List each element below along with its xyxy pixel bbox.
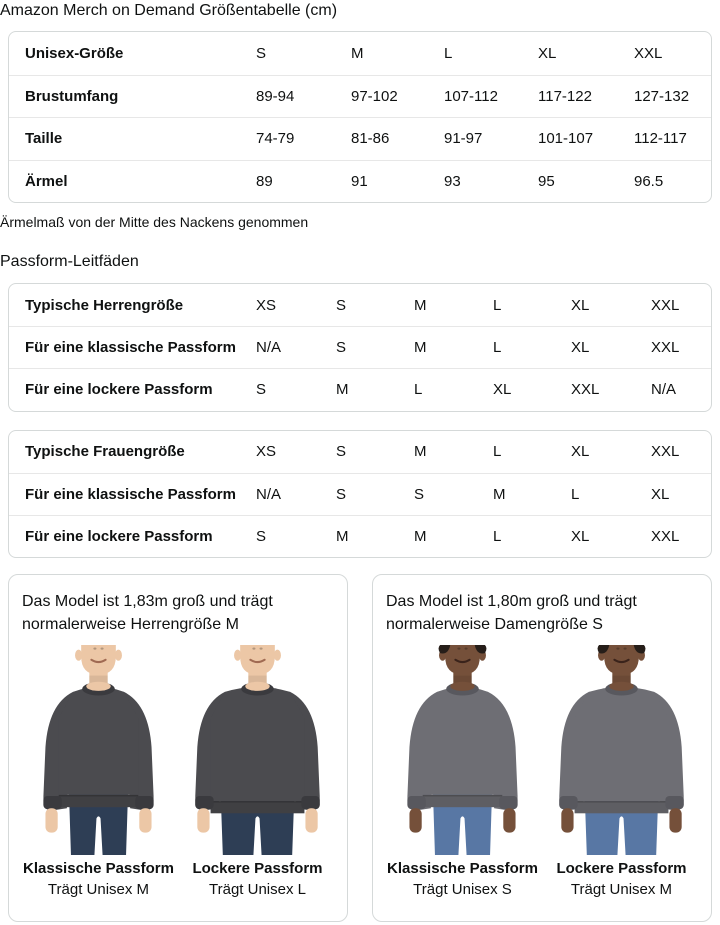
row-label: Für eine lockere Passform: [25, 381, 213, 399]
model-photo-figure: [386, 645, 539, 898]
head: [604, 645, 639, 675]
ear-right: [115, 649, 122, 660]
size-cell: XXL: [571, 381, 600, 399]
model-photo-classic: [22, 645, 175, 855]
model-photo-loose: [181, 645, 334, 855]
table-row: [9, 32, 711, 75]
size-cell: XXL: [651, 296, 680, 314]
table-row: [9, 160, 711, 203]
size-cell: S: [336, 296, 347, 314]
row-label: Taille: [25, 130, 63, 148]
model-photos: [386, 645, 698, 898]
size-cell: N/A: [256, 339, 282, 357]
size-cell: 101-107: [538, 130, 594, 148]
size-cell: XXL: [651, 339, 680, 357]
model-photo-figure: [545, 645, 698, 898]
row-label: Für eine klassische Passform: [25, 339, 236, 357]
size-cell: M: [336, 528, 349, 546]
model-photo-figure: [22, 645, 175, 898]
model-photo-classic: [386, 645, 539, 855]
head: [445, 645, 480, 675]
sweatshirt-torso: [211, 686, 305, 800]
size-cell: L: [493, 339, 502, 357]
size-cell: XL: [571, 528, 590, 546]
size-worn-label: Trägt Unisex S: [413, 880, 512, 898]
size-cell: N/A: [651, 381, 677, 399]
model-card-heading: Das Model ist 1,80m groß und trägt normalerweise Damengröße S: [386, 593, 637, 633]
person-illustration: [386, 645, 539, 855]
size-cell: S: [256, 44, 267, 62]
fit-label: Klassische Passform: [23, 859, 174, 877]
size-cell: M: [414, 528, 427, 546]
hand-right: [503, 808, 515, 832]
size-cell: S: [256, 528, 267, 546]
table-row: [9, 515, 711, 557]
ear-right: [274, 649, 281, 660]
cuff-right: [301, 796, 319, 809]
size-worn-label: Trägt Unisex L: [209, 880, 306, 898]
size-cell: 96.5: [634, 172, 664, 190]
size-cell: M: [414, 339, 427, 357]
model-card: [8, 574, 348, 922]
size-cell: 91-97: [444, 130, 483, 148]
size-cell: XXL: [634, 44, 663, 62]
size-cell: 74-79: [256, 130, 295, 148]
cuff-left: [559, 796, 577, 809]
size-cell: 117-122: [538, 87, 592, 105]
head: [81, 645, 116, 675]
size-cell: XL: [571, 443, 590, 461]
size-cell: S: [336, 339, 347, 357]
size-cell: 127-132: [634, 87, 690, 105]
cuff-right: [665, 796, 683, 809]
size-cell: XL: [571, 296, 590, 314]
hand-left: [45, 808, 57, 832]
size-cell: XL: [493, 381, 512, 399]
size-cell: N/A: [256, 485, 282, 503]
model-card-heading: Das Model ist 1,83m groß und trägt normalerweise Herrengröße M: [22, 593, 273, 633]
table-row: [9, 284, 711, 326]
model-photos: [22, 645, 334, 898]
hand-left: [561, 808, 573, 832]
size-cell: L: [414, 381, 423, 399]
size-cell: 89: [256, 172, 273, 190]
fit-label: Lockere Passform: [192, 859, 323, 877]
size-cell: M: [414, 296, 427, 314]
size-cell: M: [351, 44, 364, 62]
size-cell: S: [256, 381, 267, 399]
row-label: Für eine lockere Passform: [25, 528, 213, 546]
size-cell: XXL: [651, 528, 680, 546]
model-cards: [8, 574, 712, 922]
size-cell: L: [493, 443, 502, 461]
cuff-left: [43, 796, 61, 809]
size-cell: L: [493, 528, 502, 546]
model-card: [372, 574, 712, 922]
cuff-right: [499, 796, 517, 809]
size-cell: S: [336, 443, 347, 461]
size-cell: XL: [651, 485, 670, 503]
row-label: Ärmel: [25, 172, 68, 190]
size-cell: L: [444, 44, 453, 62]
fit-guides-heading: Passform-Leitfäden: [0, 253, 139, 270]
row-label: Typische Frauengröße: [25, 443, 185, 461]
size-cell: XL: [538, 44, 557, 62]
fit-label: Lockere Passform: [556, 859, 687, 877]
ear-left: [234, 649, 241, 660]
size-cell: 93: [444, 172, 461, 190]
page-title: Amazon Merch on Demand Größentabelle (cm): [0, 2, 338, 19]
hand-right: [669, 808, 681, 832]
size-cell: 112-117: [634, 130, 687, 148]
size-worn-label: Trägt Unisex M: [570, 880, 673, 898]
hand-left: [197, 808, 209, 832]
unisex-size-table: [8, 31, 712, 203]
sweatshirt-torso: [59, 686, 139, 794]
cuff-right: [135, 796, 153, 809]
table-row: [9, 326, 711, 368]
sweatshirt-torso: [423, 686, 503, 794]
model-photo-figure: [181, 645, 334, 898]
row-label: Typische Herrengröße: [25, 296, 184, 314]
size-cell: 91: [351, 172, 368, 190]
size-cell: 107-112: [444, 87, 498, 105]
size-cell: S: [336, 485, 347, 503]
size-cell: M: [493, 485, 506, 503]
table-row: [9, 117, 711, 160]
size-cell: L: [493, 296, 502, 314]
size-cell: XXL: [651, 443, 680, 461]
size-cell: L: [571, 485, 580, 503]
size-cell: M: [414, 443, 427, 461]
cuff-left: [195, 796, 213, 809]
model-photo-loose: [545, 645, 698, 855]
size-cell: XS: [256, 296, 277, 314]
ear-left: [75, 649, 82, 660]
person-illustration: [545, 645, 698, 855]
hand-right: [305, 808, 317, 832]
fit-label: Klassische Passform: [387, 859, 538, 877]
table-row: [9, 473, 711, 515]
table-row: [9, 431, 711, 473]
size-cell: XS: [256, 443, 277, 461]
row-label: Für eine klassische Passform: [25, 485, 236, 503]
size-cell: S: [414, 485, 425, 503]
size-cell: 81-86: [351, 130, 390, 148]
sweatshirt-torso: [575, 686, 669, 800]
size-worn-label: Trägt Unisex M: [47, 880, 150, 898]
head: [240, 645, 275, 675]
size-cell: 95: [538, 172, 555, 190]
person-illustration: [181, 645, 334, 855]
table-row: [9, 368, 711, 410]
hand-left: [409, 808, 421, 832]
hand-right: [139, 808, 151, 832]
row-label: Brustumfang: [25, 87, 119, 105]
mens-fit-table: [8, 283, 712, 412]
cuff-left: [407, 796, 425, 809]
person-illustration: [22, 645, 175, 855]
size-cell: M: [336, 381, 349, 399]
size-cell: XL: [571, 339, 590, 357]
table-row: [9, 75, 711, 118]
size-cell: 89-94: [256, 87, 295, 105]
size-cell: 97-102: [351, 87, 398, 105]
womens-fit-table: [8, 430, 712, 559]
row-label: Unisex-Größe: [25, 44, 124, 62]
sleeve-measure-note: Ärmelmaß von der Mitte des Nackens genommen: [0, 214, 309, 230]
